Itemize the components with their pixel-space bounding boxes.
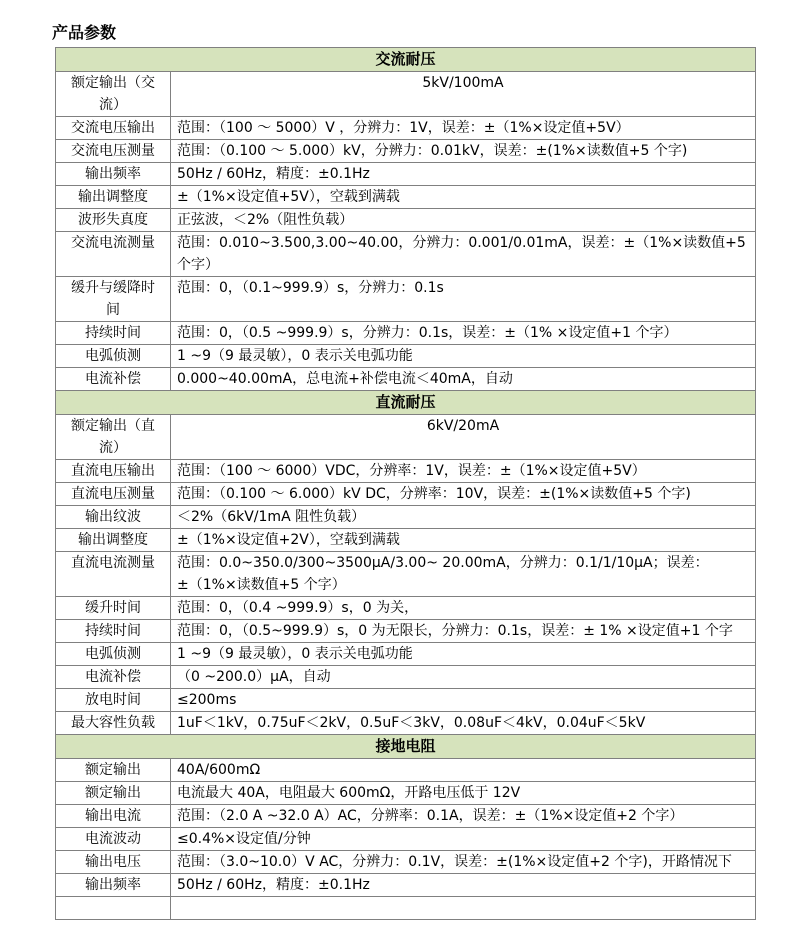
param-value: 范围：（0.100 ～ 6.000）kV DC，分辨率：10V，误差：±(1%×读数值+5 个字)	[171, 483, 756, 506]
param-label: 输出调整度	[56, 529, 171, 552]
table-row	[56, 322, 756, 345]
table-row	[56, 643, 756, 666]
page-title: 产品参数	[52, 23, 117, 42]
param-value: 范围：（3.0~10.0）V AC，分辨力：0.1V，误差：±(1%×设定值+2 个字)，开路情况下	[171, 851, 756, 874]
table-row	[56, 851, 756, 874]
param-label: 电流波动	[56, 828, 171, 851]
table-row	[56, 712, 756, 735]
param-label: 最大容性负载	[56, 712, 171, 735]
param-label: 输出电压	[56, 851, 171, 874]
table-row	[56, 506, 756, 529]
section-header-row	[56, 391, 756, 415]
table-row	[56, 277, 756, 322]
product-spec-table	[55, 47, 756, 920]
param-value: 0.000~40.00mA，总电流+补偿电流＜40mA，自动	[171, 368, 756, 391]
param-value: 范围：（2.0 A ~32.0 A）AC，分辨率：0.1A，误差：±（1%×设定值+2 个字）	[171, 805, 756, 828]
table-row	[56, 529, 756, 552]
table-row	[56, 163, 756, 186]
table-row	[56, 209, 756, 232]
table-row	[56, 874, 756, 897]
param-label: 缓升时间	[56, 597, 171, 620]
param-label: 输出调整度	[56, 186, 171, 209]
table-row	[56, 232, 756, 277]
param-value: 6kV/20mA	[171, 415, 756, 460]
param-value: 50Hz / 60Hz，精度：±0.1Hz	[171, 874, 756, 897]
param-value: 范围：0，（0.4 ~999.9）s，0 为关，	[171, 597, 756, 620]
param-label: 额定输出	[56, 782, 171, 805]
section-header: 交流耐压	[56, 48, 756, 72]
param-value: 范围：0，（0.5~999.9）s，0 为无限长，分辨力：0.1s，误差：± 1% ×设定值+1 个字	[171, 620, 756, 643]
param-value: 范围：0.010~3.500,3.00~40.00，分辨力：0.001/0.01mA，误差：±（1%×读数值+5 个字）	[171, 232, 756, 277]
param-value: ≤200ms	[171, 689, 756, 712]
param-value	[171, 897, 756, 920]
param-label: 电流补偿	[56, 368, 171, 391]
table-row	[56, 460, 756, 483]
param-label: 输出纹波	[56, 506, 171, 529]
param-label: 缓升与缓降时间	[56, 277, 171, 322]
param-value: 50Hz / 60Hz，精度：±0.1Hz	[171, 163, 756, 186]
param-value: ±（1%×设定值+5V），空载到满载	[171, 186, 756, 209]
param-value: 1uF＜1kV，0.75uF＜2kV，0.5uF＜3kV，0.08uF＜4kV，0.04uF＜5kV	[171, 712, 756, 735]
param-label: 电流补偿	[56, 666, 171, 689]
param-label: 电弧侦测	[56, 643, 171, 666]
table-row	[56, 415, 756, 460]
param-value: 范围：0.0~350.0/300~3500μA/3.00~ 20.00mA，分辨力：0.1/1/10μA；误差：±（1%×读数值+5 个字）	[171, 552, 756, 597]
table-row	[56, 117, 756, 140]
spec-table-body	[56, 48, 756, 920]
param-value: 范围：0，（0.5 ~999.9）s，分辨力：0.1s，误差：±（1% ×设定值+1 个字）	[171, 322, 756, 345]
section-header: 接地电阻	[56, 735, 756, 759]
table-row	[56, 805, 756, 828]
param-value: 电流最大 40A，电阻最大 600mΩ，开路电压低于 12V	[171, 782, 756, 805]
param-label: 直流电压输出	[56, 460, 171, 483]
param-label: 波形失真度	[56, 209, 171, 232]
param-value: 范围：0，（0.1~999.9）s，分辨力：0.1s	[171, 277, 756, 322]
param-value: 范围：（100 ～ 6000）VDC，分辨率：1V，误差：±（1%×设定值+5V）	[171, 460, 756, 483]
param-label: 输出频率	[56, 874, 171, 897]
table-row	[56, 186, 756, 209]
param-label: 输出电流	[56, 805, 171, 828]
table-row	[56, 666, 756, 689]
param-label: 持续时间	[56, 322, 171, 345]
param-value: 1 ~9（9 最灵敏），0 表示关电弧功能	[171, 643, 756, 666]
param-value: 范围：（0.100 ～ 5.000）kV，分辨力：0.01kV，误差：±(1%×读数值+5 个字)	[171, 140, 756, 163]
param-label: 额定输出	[56, 759, 171, 782]
param-label: 放电时间	[56, 689, 171, 712]
param-value: （0 ~200.0）μA，自动	[171, 666, 756, 689]
table-row	[56, 828, 756, 851]
table-row	[56, 552, 756, 597]
param-value: ≤0.4%×设定值/分钟	[171, 828, 756, 851]
table-row	[56, 782, 756, 805]
param-label: 直流电压测量	[56, 483, 171, 506]
param-label: 直流电流测量	[56, 552, 171, 597]
param-label: 交流电压输出	[56, 117, 171, 140]
param-label: 额定输出（直流）	[56, 415, 171, 460]
table-row	[56, 140, 756, 163]
table-row	[56, 597, 756, 620]
param-value: ＜2%（6kV/1mA 阻性负载）	[171, 506, 756, 529]
param-label: 输出频率	[56, 163, 171, 186]
param-value: 5kV/100mA	[171, 72, 756, 117]
param-label: 持续时间	[56, 620, 171, 643]
table-row	[56, 72, 756, 117]
table-row	[56, 345, 756, 368]
table-row	[56, 759, 756, 782]
table-row	[56, 483, 756, 506]
section-header-row	[56, 48, 756, 72]
param-label: 交流电压测量	[56, 140, 171, 163]
param-label: 额定输出（交流）	[56, 72, 171, 117]
param-value: 1 ~9（9 最灵敏），0 表示关电弧功能	[171, 345, 756, 368]
table-row	[56, 897, 756, 920]
section-header: 直流耐压	[56, 391, 756, 415]
table-row	[56, 620, 756, 643]
section-header-row	[56, 735, 756, 759]
param-label	[56, 897, 171, 920]
param-value: 正弦波，＜2%（阻性负载）	[171, 209, 756, 232]
param-label: 电弧侦测	[56, 345, 171, 368]
param-value: ±（1%×设定值+2V），空载到满载	[171, 529, 756, 552]
param-value: 范围：（100 ～ 5000）V ，分辨力：1V，误差：±（1%×设定值+5V）	[171, 117, 756, 140]
table-row	[56, 368, 756, 391]
table-row	[56, 689, 756, 712]
param-value: 40A/600mΩ	[171, 759, 756, 782]
param-label: 交流电流测量	[56, 232, 171, 277]
